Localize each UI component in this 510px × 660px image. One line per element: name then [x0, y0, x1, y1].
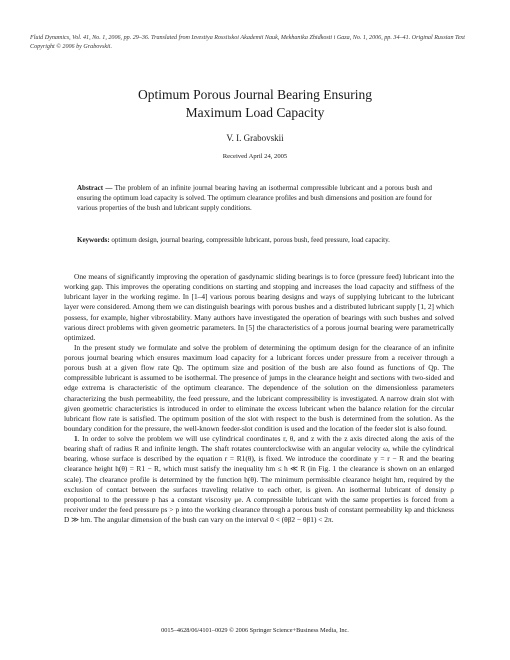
- abstract: [77, 183, 432, 214]
- body-text: [64, 272, 454, 525]
- title-line-2: Maximum Load Capacity: [185, 105, 325, 120]
- author-name: V. I. Grabovskii: [226, 133, 284, 143]
- abstract-text: The problem of an infinite journal bearing having an isothermal compressible lubricant and a porous bush and ensuring the optimum load capacity is solved. The optimum clearance profiles and bush dimensions and position are found for various properties of the bush and lubricant supply conditions.: [77, 184, 432, 213]
- body-paragraph-1: One means of significantly improving the operation of gasdynamic sliding bearings is to force (pressure feed) lubricant into the working gap. This improves the operating conditions on starting and stopping and increases the load capacity and stiffness of the lubricant layer in the working regime. In [1–4] various porous bearing designs and ways of supplying lubricant to the lubricant layer were considered. Among them we can distinguish bearings with porous bushes and a distributed lubricant supply [1, 2] which possess, for example, higher vibrostability. Many authors have investigated the operation of bearings with such bushes and solved various direct problems with given geometric parameters. In [5] the characteristics of a porous journal bearing were parametrically optimized.: [64, 272, 454, 342]
- title-line-1: Optimum Porous Journal Bearing Ensuring: [138, 87, 372, 102]
- copyright-footer: 0015–4628/06/4101–0029 © 2006 Springer Science+Business Media, Inc.: [161, 627, 349, 634]
- keywords: [77, 235, 432, 245]
- received-date: Received April 24, 2005: [222, 153, 288, 160]
- body-paragraph-3: [64, 434, 454, 525]
- abstract-label: Abstract —: [77, 184, 113, 192]
- keywords-label: Keywords:: [77, 236, 110, 244]
- paper-title: [0, 86, 510, 122]
- body-paragraph-3-text: . In order to solve the problem we will use cylindrical coordinates r, θ, and z with the z axis directed along the axis of the bearing shaft of radius R and infinite length. The shaft rotates counterclockwise with an angular velocity ω, while the cylindrical bearing, whose surface is described by the equation r = R1(θ), is fixed. We introduce the coordinate y = r − R and the bearing clearance height h(θ) = R1 − R, which must satisfy the inequality hm ≤ h ≪ R (in Fig. 1 the clearance is shown on an enlarged scale). The clearance profile is determined by the function h(θ). The minimum permissible clearance height hm, required by the exclusion of contact between the surfaces traveling relative to each other, is given. An isothermal lubricant of density ρ proportional to the pressure p has a constant viscosity μe. A compressible lubricant with the same properties is forced from a receiver under the feed pressure ps > p into the working clearance through a porous bush of constant permeability kp and thickness D ≫ hm. The angular dimension of the bush can vary on the interval 0 < (θβ2 − θβ1) < 2π.: [64, 434, 454, 524]
- keywords-text: optimum design, journal bearing, compressible lubricant, porous bush, feed pressure, load capacity.: [109, 236, 390, 244]
- section-number: 1: [74, 434, 78, 443]
- body-paragraph-2: In the present study we formulate and solve the problem of determining the optimum design for the clearance of an infinite porous journal bearing which ensures maximum load capacity for a lubricant forces under pressure from a receiver through a porous bush at a given flow rate Qp. The optimum size and position of the bush are also found as functions of Qp. The compressible lubricant is assumed to be isothermal. The presence of jumps in the clearance height and sections with two-sided and edge extrema is characteristic of the optimum clearance. The dependence of the solution on the dimensionless parameters characterizing the bush permeability, the feed pressure, and the lubricant compressibility is investigated. A narrow drain slot with given geometric characteristics is introduced in order to eliminate the excess lubricant when the balance relation for the circular lubricant flow rate is satisfied. The optimum position of the slot with respect to the bush is determined from the solution. As the boundary condition for the pressure, the well-known feeder-slot condition is used and the location of the feeder slot is also found.: [64, 342, 454, 433]
- journal-citation: Fluid Dynamics, Vol. 41, No. 1, 2006, pp. 29–36. Translated from Izvestiya Rossiiskoi Akademii Nauk, Mekhanika Zhidkosti i Gaza, No. 1, 2006, pp. 34–41. Original Russian Text Copyright © 2006 by Grabovskii.: [30, 35, 465, 50]
